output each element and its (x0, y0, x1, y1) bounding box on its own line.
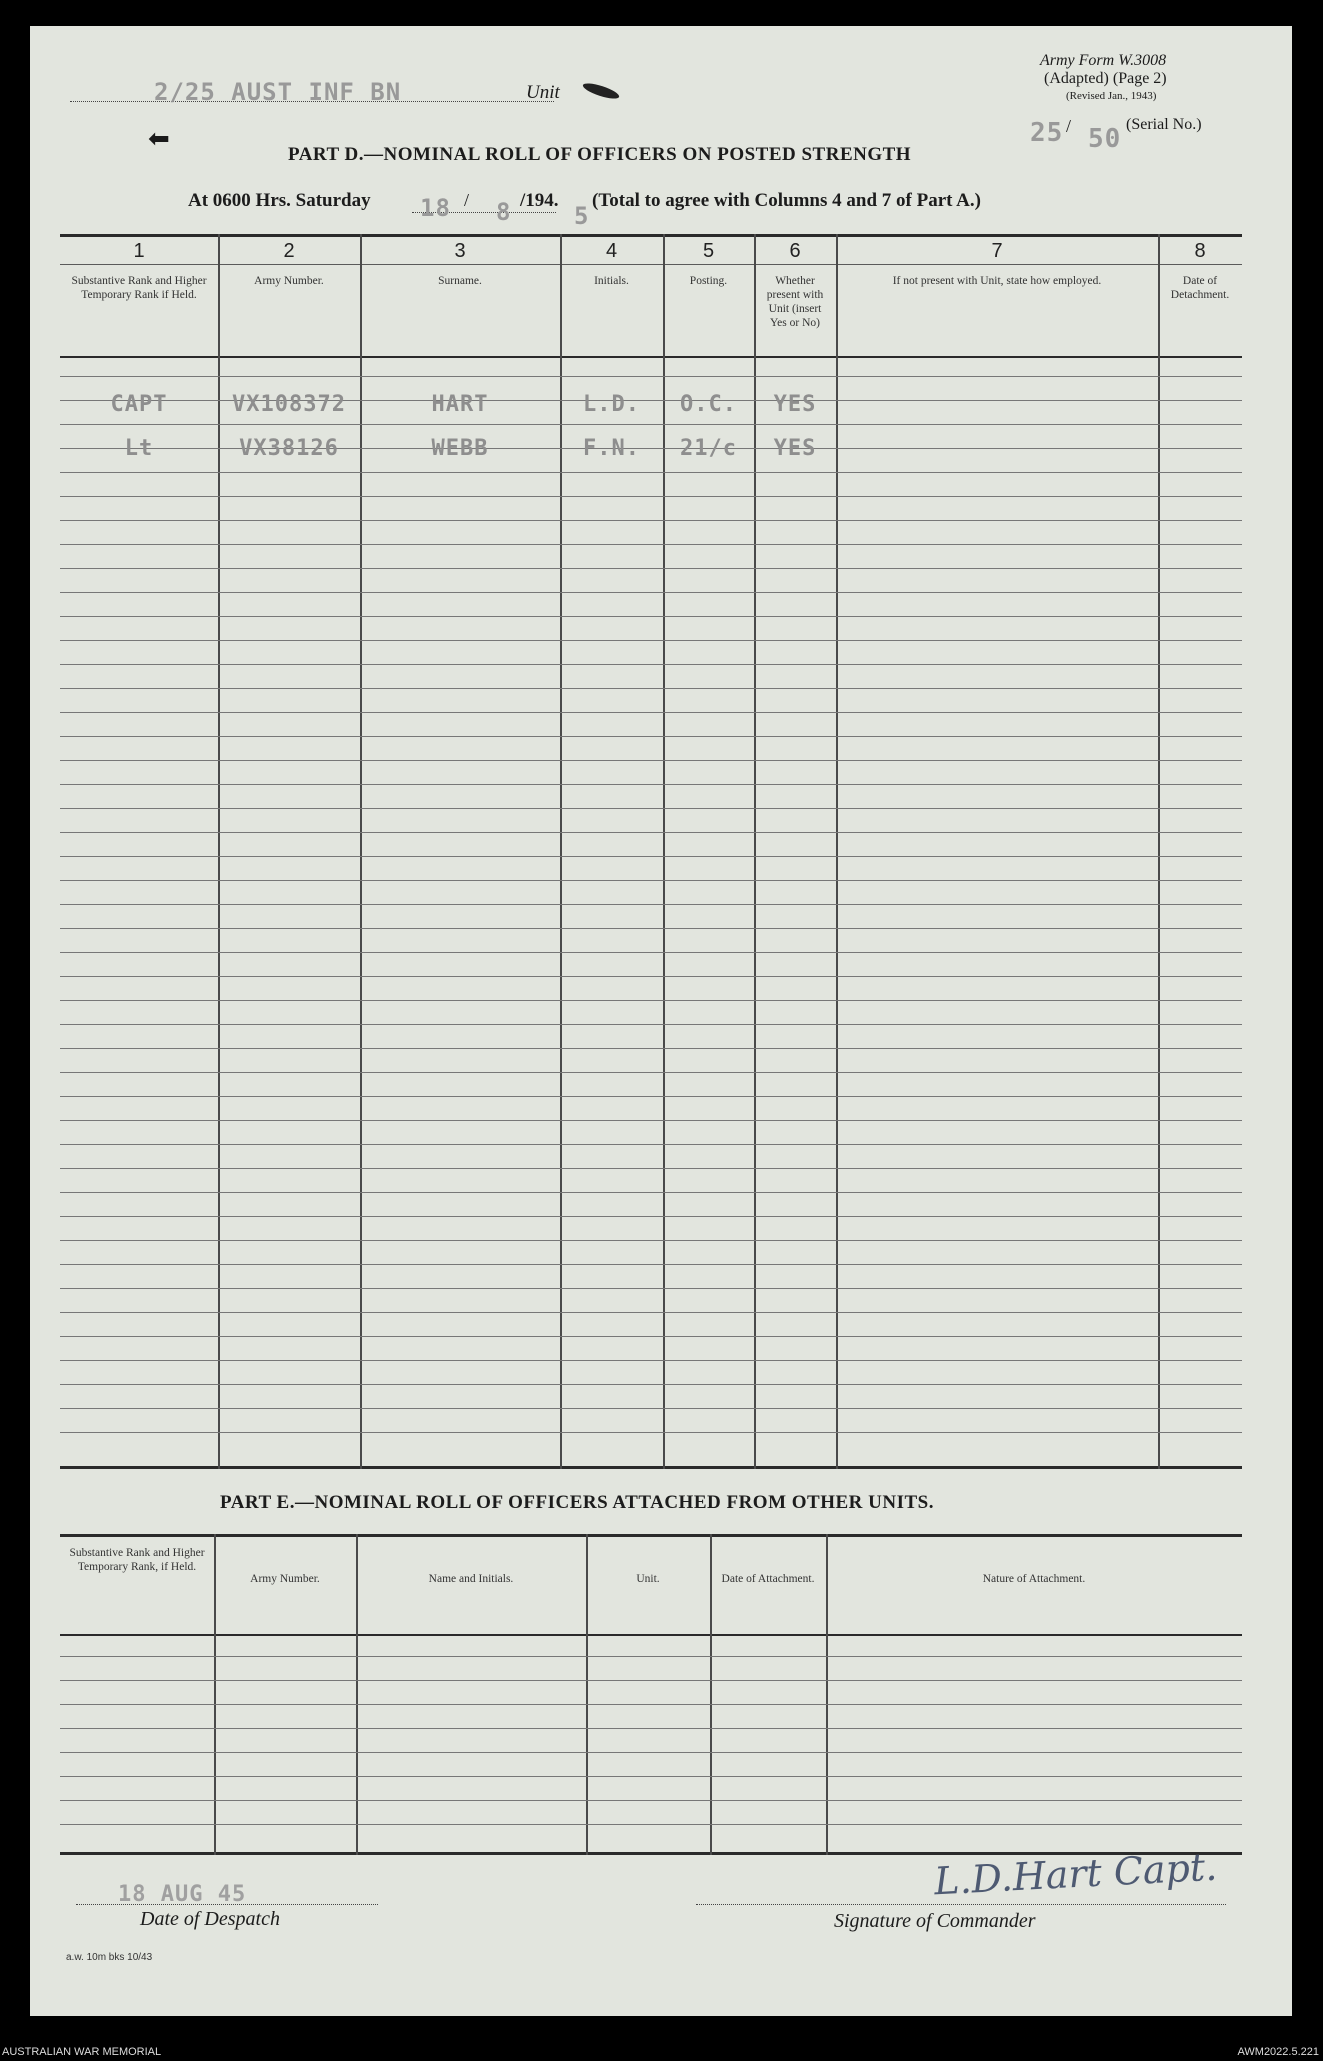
archive-right: AWM2022.5.221 (1237, 2046, 1319, 2058)
part-d-title: PART D.—NOMINAL ROLL OF OFFICERS ON POSTED STRENGTH (288, 144, 912, 165)
part-d-row-line (60, 1120, 1242, 1121)
col-label-1: Substantive Rank and Higher Temporary Rank if Held. (71, 275, 207, 301)
part-d-col-divider (663, 234, 665, 1469)
part-d-number-rule (60, 264, 1242, 265)
part-e-row-line (60, 1776, 1242, 1777)
part-d-row-line (60, 1384, 1242, 1385)
table-cell: WEBB (431, 436, 489, 461)
part-e-head-rule (60, 1634, 1242, 1636)
despatch-value: 18 AUG 45 (118, 1882, 247, 1907)
table-cell: YES (773, 392, 817, 417)
part-d-row-line (60, 1336, 1242, 1337)
part-e-row-line (60, 1824, 1242, 1825)
part-e-col-label-4: Unit. (636, 1573, 660, 1585)
part-d-row-line (60, 952, 1242, 953)
part-e-col-divider (826, 1534, 828, 1855)
col-label-8: Date of Detachment. (1170, 275, 1230, 301)
part-d-row-line (60, 616, 1242, 617)
col-label-3: Surname. (438, 275, 482, 287)
part-d-col-divider (754, 234, 756, 1469)
part-d-row-line (60, 1144, 1242, 1145)
part-d-top-rule (60, 234, 1242, 237)
part-d-col-divider (836, 234, 838, 1469)
part-d-row-line (60, 856, 1242, 857)
serial-label: (Serial No.) (1126, 116, 1202, 133)
part-d-row-line (60, 1048, 1242, 1049)
part-e-col-label-5: Date of Attachment. (721, 1573, 815, 1585)
part-d-col-divider (560, 234, 562, 1469)
part-d-row-line (60, 688, 1242, 689)
part-e-col-divider (214, 1534, 216, 1855)
part-d-row-line (60, 520, 1242, 521)
part-e-top-rule (60, 1534, 1242, 1537)
part-d-row-line (60, 568, 1242, 569)
arrow-mark-icon: ⬅ (148, 124, 170, 154)
part-d-row-line (60, 784, 1242, 785)
serial-slash: / (1066, 116, 1072, 136)
table-cell: YES (773, 436, 817, 461)
date-year-digit: 5 (574, 202, 590, 230)
col-number-1: 1 (133, 240, 145, 262)
part-e-row-line (60, 1728, 1242, 1729)
col-number-2: 2 (283, 240, 295, 262)
signature-dotted-line (696, 1904, 1226, 1905)
part-d-row-line (60, 496, 1242, 497)
part-d-row-line (60, 712, 1242, 713)
form-title: Army Form W.3008 (1040, 52, 1167, 69)
part-d-row-line (60, 592, 1242, 593)
part-d-row-line (60, 1240, 1242, 1241)
part-d-row-line (60, 1072, 1242, 1073)
col-number-5: 5 (702, 240, 715, 262)
date-year-prefix: /194. (520, 190, 559, 211)
col-label-5: Posting. (689, 275, 728, 287)
part-d-row-line (60, 1024, 1242, 1025)
part-d-row-line (60, 1288, 1242, 1289)
col-number-3: 3 (454, 240, 466, 262)
part-d-row-line (60, 928, 1242, 929)
part-e-col-label-3: Name and Initials. (428, 1573, 514, 1585)
part-d-row-line (60, 1168, 1242, 1169)
col-label-2: Army Number. (254, 275, 324, 287)
col-number-4: 4 (605, 240, 618, 262)
archive-left: AUSTRALIAN WAR MEMORIAL (2, 2046, 162, 2058)
part-d-row-line (60, 1192, 1242, 1193)
part-d-row-line (60, 1360, 1242, 1361)
part-d-subtitle-prefix: At 0600 Hrs. Saturday (188, 190, 371, 211)
part-e-col-label-6: Nature of Attachment. (982, 1573, 1086, 1585)
part-e-col-divider (356, 1534, 358, 1855)
part-e-col-divider (586, 1534, 588, 1855)
part-d-row-line (60, 1312, 1242, 1313)
col-label-6: Whether present with Unit (insert Yes or No) (766, 275, 824, 329)
part-e-title: PART E.—NOMINAL ROLL OF OFFICERS ATTACHED FROM OTHER UNITS. (220, 1492, 934, 1513)
part-d-row-line (60, 376, 1242, 377)
part-d-row-line (60, 904, 1242, 905)
date-month: 8 (496, 198, 512, 226)
part-d-col-divider (1158, 234, 1160, 1469)
part-d-row-line (60, 640, 1242, 641)
part-d-row-line (60, 736, 1242, 737)
table-cell: CAPT (110, 392, 168, 417)
unit-label: Unit (526, 82, 560, 103)
part-e-row-line (60, 1680, 1242, 1681)
part-d-row-line (60, 832, 1242, 833)
table-cell: L.D. (583, 392, 640, 417)
ink-blot (581, 80, 620, 101)
despatch-label: Date of Despatch (140, 1908, 280, 1930)
part-d-row-line (60, 1432, 1242, 1433)
archive-bar (0, 2040, 1323, 2061)
print-code: a.w. 10m bks 10/43 (66, 1952, 153, 1963)
table-cell: HART (431, 392, 489, 417)
part-e-row-line (60, 1800, 1242, 1801)
part-d-head-rule (60, 356, 1242, 358)
signature-label: Signature of Commander (834, 1910, 1036, 1932)
col-label-7: If not present with Unit, state how employed. (892, 275, 1102, 287)
part-d-row-line (60, 424, 1242, 425)
date-slash-1: / (464, 190, 470, 210)
unit-value: 2/25 AUST INF BN (154, 78, 402, 106)
col-label-4: Initials. (594, 275, 629, 287)
part-e-col-label-2: Army Number. (250, 1573, 320, 1585)
part-e-row-line (60, 1752, 1242, 1753)
part-d-row-line (60, 760, 1242, 761)
part-e-row-line (60, 1704, 1242, 1705)
part-d-row-line (60, 664, 1242, 665)
part-d-bottom-rule (60, 1466, 1242, 1469)
serial-value-a: 25 (1030, 118, 1064, 148)
table-cell: O.C. (680, 392, 737, 417)
part-d-row-line (60, 1096, 1242, 1097)
commander-signature: L.D.Hart Capt. (933, 1844, 1219, 1904)
table-cell: 21/c (680, 436, 737, 461)
part-d-row-line (60, 544, 1242, 545)
part-d-row-line (60, 1216, 1242, 1217)
col-number-7: 7 (991, 240, 1003, 262)
part-d-col-divider (360, 234, 362, 1469)
table-cell: VX108372 (232, 392, 346, 417)
part-d-row-line (60, 976, 1242, 977)
part-d-subtitle-suffix: (Total to agree with Columns 4 and 7 of Part A.) (592, 190, 981, 211)
table-cell: F.N. (583, 436, 640, 461)
table-cell: VX38126 (239, 436, 339, 461)
serial-value-b: 50 (1088, 124, 1122, 154)
part-d-row-line (60, 472, 1242, 473)
part-d-row-line (60, 880, 1242, 881)
table-cell: Lt (124, 436, 154, 461)
part-d-row-line (60, 1408, 1242, 1409)
form-adapted: (Adapted) (Page 2) (1044, 70, 1167, 87)
part-e-row-line (60, 1656, 1242, 1657)
col-number-6: 6 (789, 240, 801, 262)
part-d-row-line (60, 1000, 1242, 1001)
part-d-col-divider (218, 234, 220, 1469)
part-d-row-line (60, 1264, 1242, 1265)
part-d-row-line (60, 808, 1242, 809)
col-number-8: 8 (1194, 240, 1206, 262)
form-page (30, 26, 1292, 2016)
date-day: 18 (420, 194, 451, 222)
part-e-col-divider (710, 1534, 712, 1855)
form-revised: (Revised Jan., 1943) (1066, 90, 1157, 102)
part-e-col-label-1: Substantive Rank and Higher Temporary Rank, if Held. (69, 1547, 205, 1573)
